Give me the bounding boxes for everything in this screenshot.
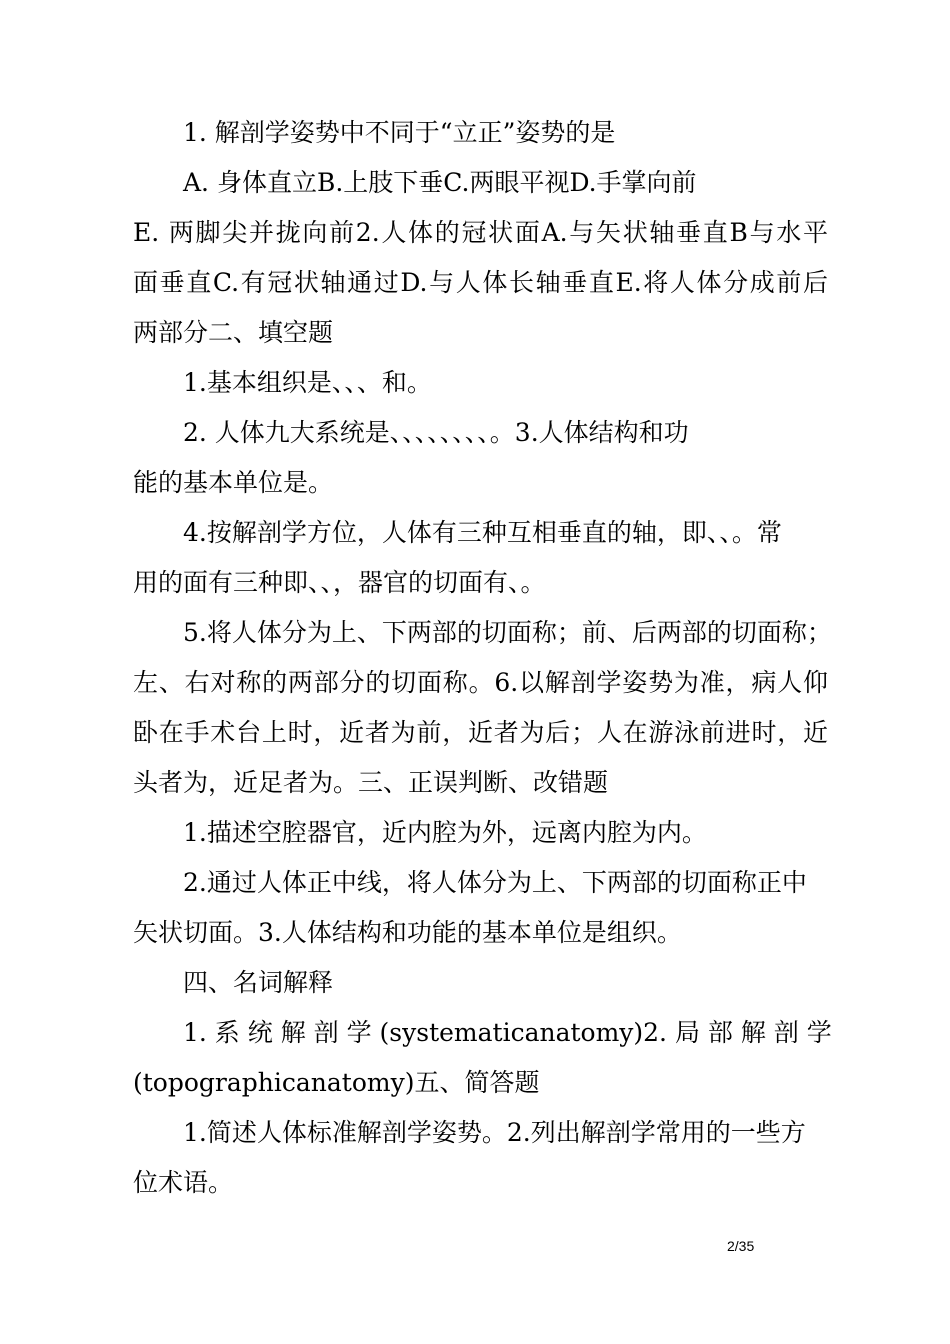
question-2-options: 面垂直C.有冠状轴通过D.与人体长轴垂直E.将人体分成前后 [133, 268, 828, 297]
document-body [133, 108, 832, 1208]
fill-in-question-6-continuation: 卧在手术台上时，近者为前，近者为后；人在游泳前进时，近 [133, 718, 828, 747]
section-true-false-heading: 头者为，近足者为。三、正误判断、改错题 [133, 768, 609, 797]
question-1-options: A. 身体直立B.上肢下垂C.两眼平视D.手掌向前 [183, 168, 697, 197]
fill-in-question-4-continuation: 用的面有三种即、、，器官的切面有、。 [133, 568, 546, 597]
fill-in-question-5-6: 左、右对称的两部分的切面称。6.以解剖学姿势为准，病人仰 [133, 668, 828, 697]
question-1-stem: 1. 解剖学姿势中不同于“立正”姿势的是 [183, 118, 616, 147]
question-1-option-e-and-question-2: E. 两脚尖并拢向前2.人体的冠状面A.与矢状轴垂直B与水平 [133, 218, 828, 247]
true-false-question-3: 矢状切面。3.人体结构和功能的基本单位是组织。 [133, 918, 682, 947]
fill-in-question-3-continuation: 能的基本单位是。 [133, 468, 334, 497]
fill-in-question-5: 5.将人体分为上、下两部的切面称；前、后两部的切面称； [183, 618, 832, 647]
true-false-question-1: 1.描述空腔器官，近内腔为外，远离内腔为内。 [183, 818, 707, 847]
short-answer-continuation: 位术语。 [133, 1168, 234, 1197]
fill-in-question-4: 4.按解剖学方位，人体有三种互相垂直的轴，即、、。常 [183, 518, 782, 547]
short-answer-questions: 1.简述人体标准解剖学姿势。2.列出解剖学常用的一些方 [183, 1118, 806, 1147]
section-definitions-heading: 四、名词解释 [183, 968, 334, 997]
fill-in-question-1: 1.基本组织是、、、和。 [183, 368, 432, 397]
fill-in-question-2: 2. 人体九大系统是、、、、、、、、。3.人体结构和功 [183, 418, 689, 447]
definition-terms: 1. 系 统 解 剖 学 (systematicanatomy)2. 局 部 解 剖 学 [183, 1018, 832, 1047]
section-fill-in-heading: 两部分二、填空题 [133, 318, 334, 347]
true-false-question-2: 2.通过人体正中线，将人体分为上、下两部的切面称正中 [183, 868, 807, 897]
page-number: 2/35 [727, 1238, 755, 1254]
definition-terms-continuation: (topographicanatomy)五、简答题 [133, 1068, 540, 1097]
